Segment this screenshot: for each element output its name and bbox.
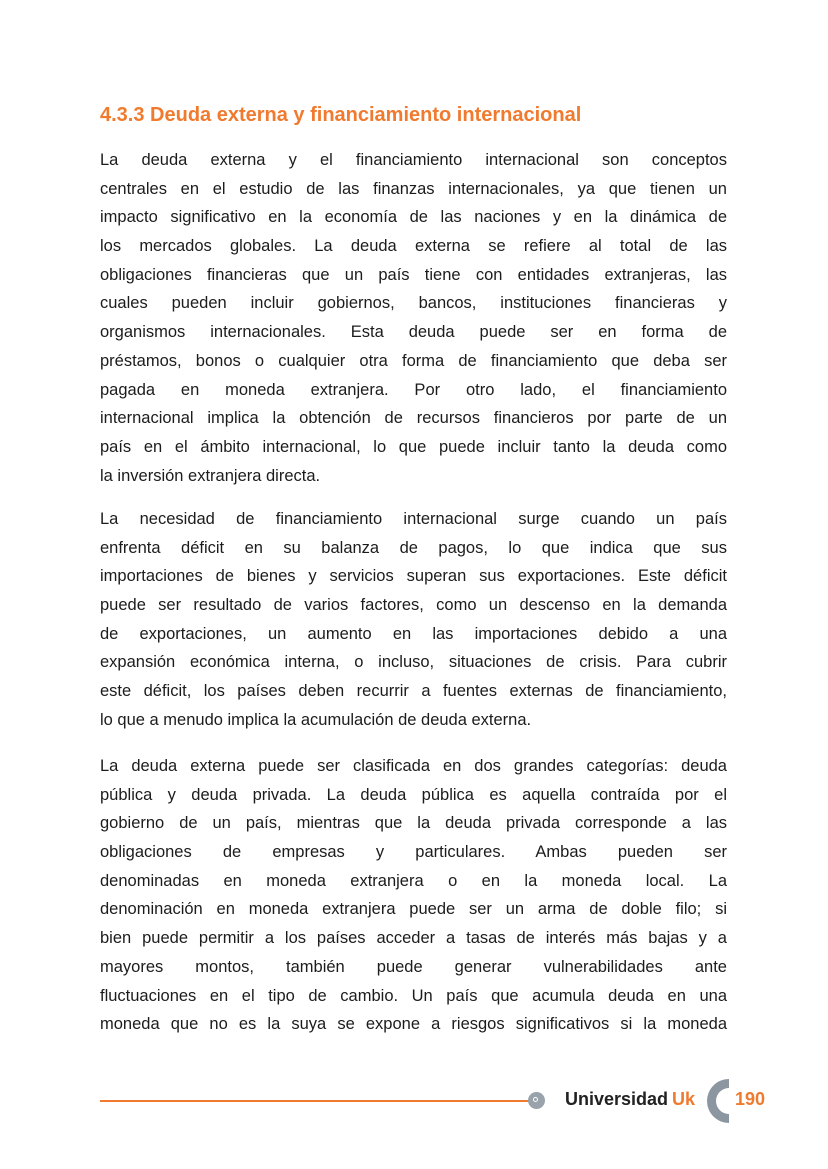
- text-line: préstamos, bonos o cualquier otra forma de financiamiento que deba ser: [100, 351, 727, 370]
- footer-brand: [565, 1089, 695, 1110]
- text-line: La necesidad de financiamiento internacional surge cuando un país: [100, 510, 727, 528]
- brand-accent: Uk: [672, 1089, 696, 1109]
- text-line: La deuda externa puede ser clasificada en dos grandes categorías: deuda: [100, 757, 727, 775]
- text-line: lo que a menudo implica la acumulación de deuda externa.: [100, 710, 532, 729]
- text-line: de exportaciones, un aumento en las importaciones debido a una: [100, 624, 727, 643]
- paragraph-2: [100, 505, 727, 735]
- text-line: este déficit, los países deben recurrir a fuentes externas de financiamiento,: [100, 682, 727, 701]
- section-heading: 4.3.3 Deuda externa y financiamiento internacional: [100, 104, 582, 126]
- text-line: país en el ámbito internacional, lo que puede incluir tanto la deuda como: [100, 437, 727, 456]
- text-line: puede ser resultado de varios factores, como un descenso en la demanda: [100, 596, 727, 615]
- text-line: obligaciones financieras que un país tiene con entidades extranjeras, las: [100, 265, 727, 284]
- text-line: denominación en moneda extranjera puede ser un arma de doble filo; si: [100, 900, 727, 919]
- footer-divider: [100, 1100, 530, 1102]
- text-line: mayores montos, también puede generar vulnerabilidades ante: [100, 957, 727, 976]
- text-line: expansión económica interna, o incluso, situaciones de crisis. Para cubrir: [100, 653, 727, 672]
- text-line: los mercados globales. La deuda externa se refiere al total de las: [100, 237, 727, 256]
- text-line: bien puede permitir a los países acceder a tasas de interés más bajas y a: [100, 929, 727, 948]
- paragraph-3: [100, 752, 727, 1039]
- text-line: cuales pueden incluir gobiernos, bancos, instituciones financieras y: [100, 294, 727, 313]
- brand-name: Universidad: [565, 1089, 669, 1109]
- text-line: internacional implica la obtención de recursos financieros por parte de un: [100, 409, 727, 428]
- page-number: 190: [735, 1089, 766, 1109]
- text-line: obligaciones de empresas y particulares. Ambas pueden ser: [100, 843, 727, 862]
- text-line: organismos internacionales. Esta deuda puede ser en forma de: [100, 323, 727, 342]
- paragraph-1: [100, 146, 727, 490]
- text-line: gobierno de un país, mientras que la deuda privada corresponde a las: [100, 814, 727, 833]
- text-line: pagada en moneda extranjera. Por otro lado, el financiamiento: [100, 380, 727, 399]
- text-line: importaciones de bienes y servicios superan sus exportaciones. Este déficit: [100, 567, 727, 586]
- text-line: enfrenta déficit en su balanza de pagos, lo que indica que sus: [100, 538, 727, 557]
- text-line: denominadas en moneda extranjera o en la moneda local. La: [100, 871, 727, 890]
- text-line: pública y deuda privada. La deuda pública es aquella contraída por el: [100, 785, 727, 804]
- text-line: La deuda externa y el financiamiento internacional son conceptos: [100, 151, 727, 169]
- text-line: impacto significativo en la economía de las naciones y en la dinámica de: [100, 208, 727, 227]
- footer-circle-icon: [528, 1092, 545, 1109]
- text-line: moneda que no es la suya se expone a riesgos significativos si la moneda: [100, 1015, 727, 1034]
- text-line: la inversión extranjera directa.: [100, 466, 321, 485]
- text-line: fluctuaciones en el tipo de cambio. Un país que acumula deuda en una: [100, 986, 727, 1005]
- text-line: centrales en el estudio de las finanzas internacionales, ya que tienen un: [100, 179, 727, 198]
